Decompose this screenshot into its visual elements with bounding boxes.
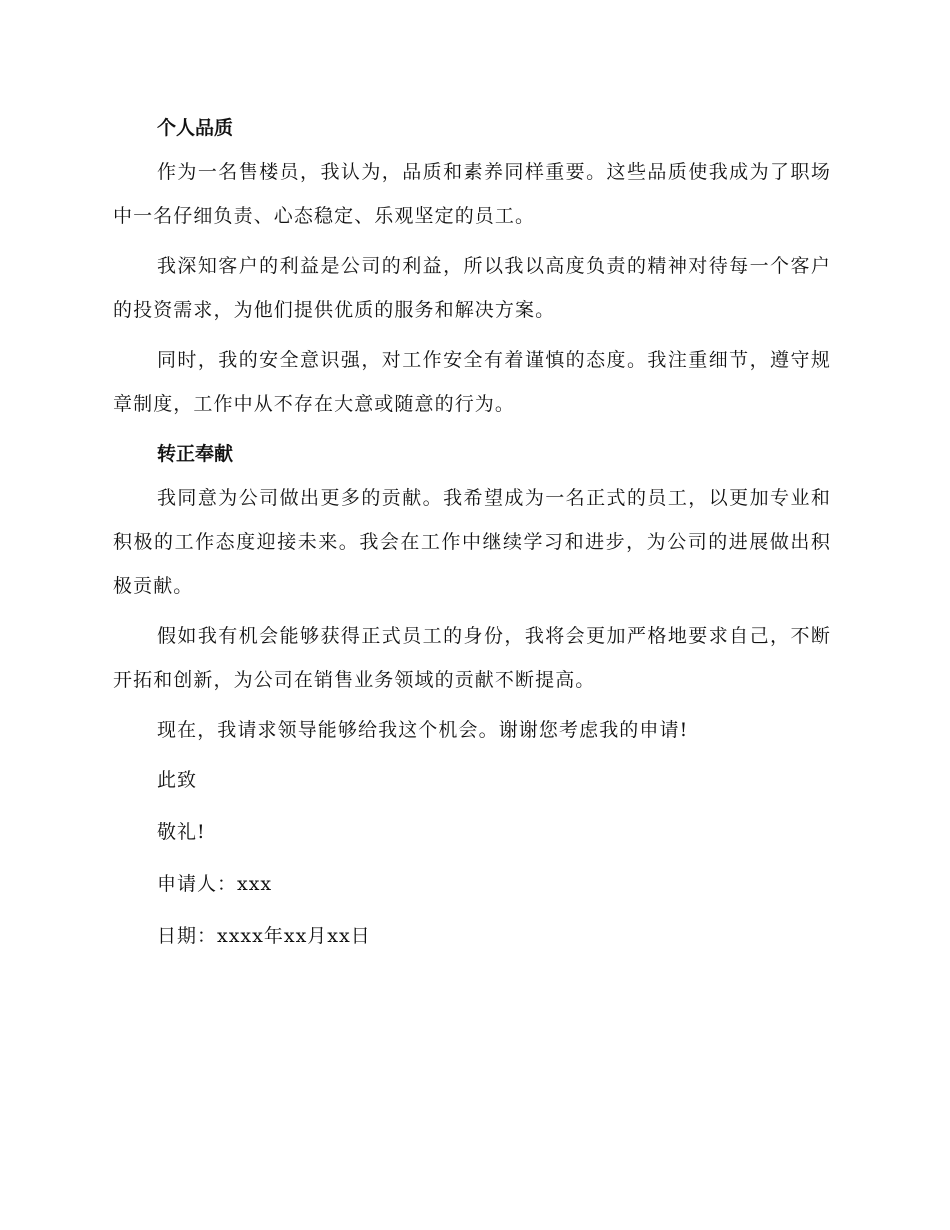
section-heading-personal-quality: 个人品质 — [157, 117, 234, 139]
paragraph: 作为一名售楼员，我认为，品质和素养同样重要。这些品质使我成为了职场中一名仔细负责、心态稳定、乐观坚定的员工。 — [113, 161, 831, 227]
application-date: 日期：xxxx年xx月xx日 — [157, 925, 371, 947]
paragraph: 我深知客户的利益是公司的利益，所以我以高度负责的精神对待每一个客户的投资需求，为他们提供优质的服务和解决方案。 — [113, 255, 831, 321]
paragraph: 现在，我请求领导能够给我这个机会。谢谢您考虑我的申请! — [157, 719, 689, 741]
closing-regards: 敬礼! — [157, 821, 206, 843]
section-heading-regularization: 转正奉献 — [157, 443, 234, 465]
paragraph: 我同意为公司做出更多的贡献。我希望成为一名正式的员工，以更加专业和积极的工作态度迎接未来。我会在工作中继续学习和进步，为公司的进展做出积极贡献。 — [113, 487, 831, 597]
paragraph: 假如我有机会能够获得正式员工的身份，我将会更加严格地要求自己，不断开拓和创新，为公司在销售业务领域的贡献不断提高。 — [113, 625, 831, 691]
paragraph: 同时，我的安全意识强，对工作安全有着谨慎的态度。我注重细节，遵守规章制度，工作中从不存在大意或随意的行为。 — [113, 349, 831, 415]
document-page — [113, 106, 831, 966]
closing-salutation: 此致 — [157, 769, 198, 791]
applicant-signature: 申请人：xxx — [157, 873, 273, 895]
